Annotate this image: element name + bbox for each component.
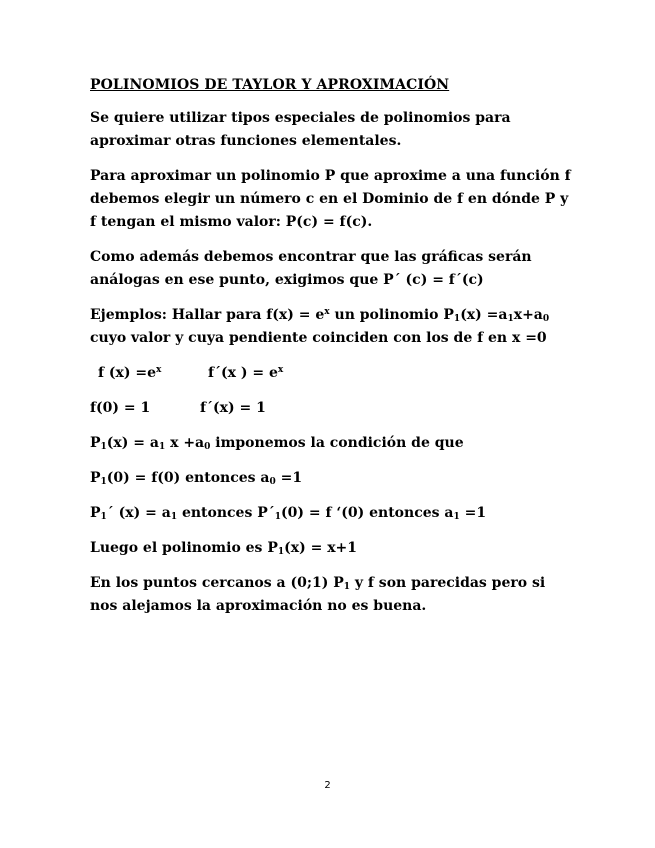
page-number: 2: [324, 780, 331, 791]
formula-row-functions: [90, 362, 575, 385]
paragraph-conclusion: En los puntos cercanos a (0;1) $P_1$ y f son parecidas pero si nos alejamos la aproximación no es buena.: [90, 575, 546, 614]
formula-f: f $(x) =e^x$: [98, 365, 162, 381]
formula-row-values: [90, 397, 575, 420]
line-polynomial-at-zero: $P_1(0) = f(0)$ entonces $a_0 =1$: [90, 470, 303, 487]
line-polynomial: $P_1(x) = a_1$ $x +a_0$ imponemos la condición de que: [90, 435, 464, 452]
line-derivative: $P_1´$ $(x) = a_1$ entonces $P´_1(0) = f$ ‘(0) entonces $a_1 =1$: [90, 505, 487, 522]
formula-f-prime: f´(x ) = $e^x$: [208, 365, 284, 381]
page-content: [90, 74, 575, 630]
paragraph-derivative-condition: Como además debemos encontrar que las gráficas serán análogas en ese punto, exigimos que P´ (c) = f´(c): [90, 249, 532, 288]
paragraph-definition: Para aproximar un polinomio P que aproxime a una función f debemos elegir un número c en el Dominio de f en dónde P y f tengan el mismo valor: P(c) = f(c).: [90, 168, 571, 230]
formula-f-prime-value: f´(x) = 1: [200, 400, 266, 416]
paragraph-intro: Se quiere utilizar tipos especiales de polinomios para aproximar otras funciones elementales.: [90, 110, 511, 149]
formula-f-at-zero: f(0) = 1: [90, 400, 151, 416]
paragraph-example: Ejemplos: Hallar para $f(x) = e^x$ un polinomio $P_1(x) =a_1x+a_0$ cuyo valor y cuya pendiente coinciden con los de f en x =0: [90, 307, 550, 346]
page-title: POLINOMIOS DE TAYLOR Y APROXIMACIÓN: [90, 77, 450, 93]
line-result-polynomial: Luego el polinomio es $P_1(x) = x+1$: [90, 540, 358, 557]
